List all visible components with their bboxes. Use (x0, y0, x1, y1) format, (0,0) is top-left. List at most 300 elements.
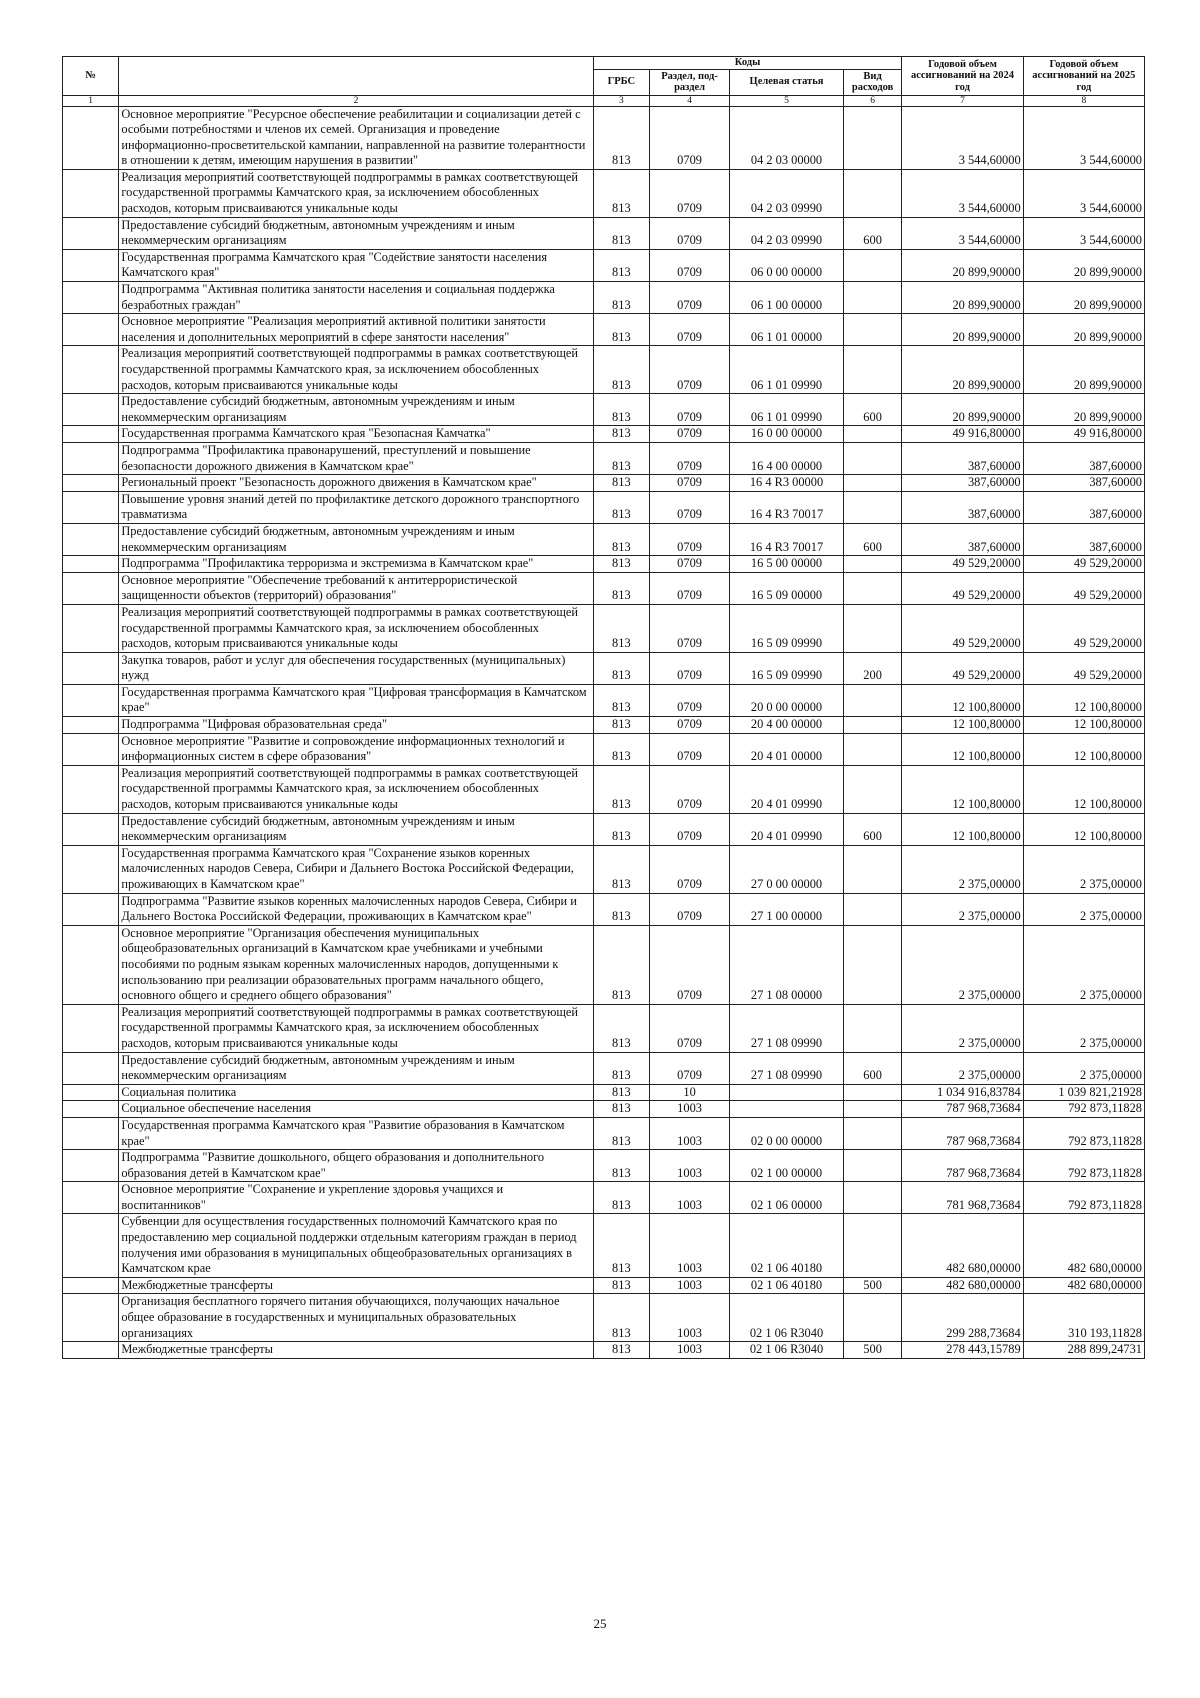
row-section: 10 (650, 1084, 730, 1101)
row-target: 16 4 R3 70017 (730, 491, 844, 523)
row-target: 27 1 08 09990 (730, 1004, 844, 1052)
row-kind (843, 572, 901, 604)
row-section: 1003 (650, 1117, 730, 1149)
row-section: 1003 (650, 1150, 730, 1182)
row-volume-2024: 2 375,00000 (902, 925, 1023, 1004)
col-number: 5 (730, 95, 844, 106)
table-row (63, 845, 1145, 893)
row-volume-2024: 49 529,20000 (902, 652, 1023, 684)
row-target: 20 0 00 00000 (730, 684, 844, 716)
table-row (63, 1101, 1145, 1118)
row-name: Предоставление субсидий бюджетным, автономным учреждениям и иным некоммерческим организациям (119, 523, 593, 555)
row-number-cell (63, 106, 119, 169)
row-number-cell (63, 1004, 119, 1052)
row-kind (843, 169, 901, 217)
row-target: 16 0 00 00000 (730, 426, 844, 443)
row-name: Предоставление субсидий бюджетным, автономным учреждениям и иным некоммерческим организациям (119, 394, 593, 426)
header-number-row (63, 95, 1145, 106)
table-row (63, 684, 1145, 716)
row-volume-2024: 482 680,00000 (902, 1277, 1023, 1294)
col-number: 2 (119, 95, 593, 106)
row-volume-2024: 387,60000 (902, 475, 1023, 492)
row-target: 02 1 06 R3040 (730, 1294, 844, 1342)
row-grbs: 813 (593, 1294, 649, 1342)
table-row (63, 314, 1145, 346)
table-row (63, 1294, 1145, 1342)
row-grbs: 813 (593, 1214, 649, 1277)
row-volume-2024: 49 529,20000 (902, 556, 1023, 573)
row-volume-2024: 387,60000 (902, 442, 1023, 474)
row-volume-2025: 792 873,11828 (1023, 1101, 1144, 1118)
row-number-cell (63, 765, 119, 813)
row-volume-2024: 781 968,73684 (902, 1182, 1023, 1214)
row-volume-2025: 49 529,20000 (1023, 556, 1144, 573)
row-volume-2025: 49 529,20000 (1023, 604, 1144, 652)
row-section: 0709 (650, 572, 730, 604)
table-row (63, 106, 1145, 169)
row-number-cell (63, 652, 119, 684)
row-target: 02 1 06 40180 (730, 1214, 844, 1277)
table-body (63, 106, 1145, 1358)
table-row (63, 1342, 1145, 1359)
row-grbs: 813 (593, 249, 649, 281)
row-kind (843, 893, 901, 925)
row-grbs: 813 (593, 652, 649, 684)
row-name: Подпрограмма "Активная политика занятости населения и социальная поддержка безработных граждан" (119, 282, 593, 314)
row-name: Закупка товаров, работ и услуг для обеспечения государственных (муниципальных) нужд (119, 652, 593, 684)
row-number-cell (63, 475, 119, 492)
table-row (63, 556, 1145, 573)
row-section: 0709 (650, 813, 730, 845)
row-section: 0709 (650, 475, 730, 492)
table-row (63, 893, 1145, 925)
row-name: Предоставление субсидий бюджетным, автономным учреждениям и иным некоммерческим организациям (119, 813, 593, 845)
page-number: 25 (593, 1616, 607, 1631)
row-grbs: 813 (593, 217, 649, 249)
row-grbs: 813 (593, 1277, 649, 1294)
table-row (63, 491, 1145, 523)
table-row (63, 1277, 1145, 1294)
table-header (63, 57, 1145, 107)
row-name: Реализация мероприятий соответствующей подпрограммы в рамках соответствующей государственной программы Камчатского края, за исключением обособленных расходов, которым присваиваются уникальные коды (119, 169, 593, 217)
row-section: 0709 (650, 717, 730, 734)
table-row (63, 925, 1145, 1004)
table-row (63, 813, 1145, 845)
row-number-cell (63, 1182, 119, 1214)
header-vol-2025: Годовой объем ассигнований на 2025 год (1023, 57, 1144, 96)
row-kind (843, 106, 901, 169)
row-kind (843, 1004, 901, 1052)
row-name: Социальное обеспечение населения (119, 1101, 593, 1118)
header-codes: Коды (593, 57, 902, 70)
row-volume-2025: 12 100,80000 (1023, 813, 1144, 845)
row-number-cell (63, 1342, 119, 1359)
row-volume-2025: 310 193,11828 (1023, 1294, 1144, 1342)
row-number-cell (63, 733, 119, 765)
row-volume-2024: 20 899,90000 (902, 249, 1023, 281)
row-section: 0709 (650, 556, 730, 573)
col-number: 7 (902, 95, 1023, 106)
row-volume-2024: 20 899,90000 (902, 394, 1023, 426)
row-name: Основное мероприятие "Развитие и сопровождение информационных технологий и информационных систем в сфере образования" (119, 733, 593, 765)
row-number-cell (63, 925, 119, 1004)
row-number-cell (63, 556, 119, 573)
row-grbs: 813 (593, 684, 649, 716)
row-grbs: 813 (593, 733, 649, 765)
row-name: Предоставление субсидий бюджетным, автономным учреждениям и иным некоммерческим организациям (119, 217, 593, 249)
row-name: Повышение уровня знаний детей по профилактике детского дорожного транспортного травматизма (119, 491, 593, 523)
row-volume-2025: 482 680,00000 (1023, 1214, 1144, 1277)
row-section: 0709 (650, 845, 730, 893)
row-kind (843, 491, 901, 523)
row-number-cell (63, 314, 119, 346)
row-volume-2024: 12 100,80000 (902, 717, 1023, 734)
row-section: 0709 (650, 217, 730, 249)
row-volume-2025: 2 375,00000 (1023, 1052, 1144, 1084)
row-volume-2025: 49 916,80000 (1023, 426, 1144, 443)
row-volume-2025: 20 899,90000 (1023, 346, 1144, 394)
row-number-cell (63, 394, 119, 426)
row-kind: 600 (843, 217, 901, 249)
row-kind (843, 684, 901, 716)
table-row (63, 604, 1145, 652)
table-row (63, 765, 1145, 813)
row-volume-2025: 792 873,11828 (1023, 1117, 1144, 1149)
header-section: Раздел, под-раздел (650, 69, 730, 95)
table-row (63, 1214, 1145, 1277)
table-row (63, 1084, 1145, 1101)
row-name: Реализация мероприятий соответствующей подпрограммы в рамках соответствующей государственной программы Камчатского края, за исключением обособленных расходов, которым присваиваются уникальные коды (119, 346, 593, 394)
row-volume-2024: 20 899,90000 (902, 314, 1023, 346)
row-target: 04 2 03 09990 (730, 217, 844, 249)
row-volume-2025: 1 039 821,21928 (1023, 1084, 1144, 1101)
row-volume-2024: 482 680,00000 (902, 1214, 1023, 1277)
row-kind (843, 765, 901, 813)
row-section: 0709 (650, 169, 730, 217)
row-number-cell (63, 1101, 119, 1118)
row-grbs: 813 (593, 604, 649, 652)
row-number-cell (63, 169, 119, 217)
row-section: 0709 (650, 442, 730, 474)
row-name: Основное мероприятие "Реализация мероприятий активной политики занятости населения и дополнительных мероприятий в сфере занятости населения" (119, 314, 593, 346)
row-number-cell (63, 604, 119, 652)
row-name: Подпрограмма "Развитие языков коренных малочисленных народов Севера, Сибири и Дальнего Востока Российской Федерации, проживающих в Камчатском крае" (119, 893, 593, 925)
row-target (730, 1101, 844, 1118)
row-volume-2024: 387,60000 (902, 523, 1023, 555)
row-name: Государственная программа Камчатского края "Цифровая трансформация в Камчатском крае" (119, 684, 593, 716)
row-volume-2025: 49 529,20000 (1023, 572, 1144, 604)
table-row (63, 282, 1145, 314)
row-volume-2024: 49 916,80000 (902, 426, 1023, 443)
row-number-cell (63, 717, 119, 734)
table-row (63, 1150, 1145, 1182)
row-target: 06 0 00 00000 (730, 249, 844, 281)
row-name: Подпрограмма "Развитие дошкольного, общего образования и дополнительного образования детей в Камчатском крае" (119, 1150, 593, 1182)
table-row (63, 1004, 1145, 1052)
row-section: 1003 (650, 1101, 730, 1118)
row-target: 02 1 06 40180 (730, 1277, 844, 1294)
row-volume-2025: 387,60000 (1023, 491, 1144, 523)
row-kind (843, 442, 901, 474)
table-row (63, 217, 1145, 249)
row-kind (843, 604, 901, 652)
row-volume-2024: 787 968,73684 (902, 1101, 1023, 1118)
row-volume-2025: 2 375,00000 (1023, 893, 1144, 925)
row-volume-2025: 12 100,80000 (1023, 717, 1144, 734)
row-grbs: 813 (593, 169, 649, 217)
row-grbs: 813 (593, 765, 649, 813)
row-grbs: 813 (593, 1150, 649, 1182)
row-name: Основное мероприятие "Сохранение и укрепление здоровья учащихся и воспитанников" (119, 1182, 593, 1214)
row-target: 16 5 09 00000 (730, 572, 844, 604)
header-kind: Вид расходов (843, 69, 901, 95)
row-number-cell (63, 426, 119, 443)
row-section: 0709 (650, 346, 730, 394)
row-grbs: 813 (593, 556, 649, 573)
row-volume-2025: 792 873,11828 (1023, 1182, 1144, 1214)
row-grbs: 813 (593, 394, 649, 426)
row-volume-2025: 12 100,80000 (1023, 765, 1144, 813)
row-name: Государственная программа Камчатского края "Сохранение языков коренных малочисленных народов Севера, Сибири и Дальнего Востока Российской Федерации, проживающих в Камчатском крае" (119, 845, 593, 893)
row-volume-2024: 2 375,00000 (902, 1004, 1023, 1052)
row-section: 0709 (650, 249, 730, 281)
row-grbs: 813 (593, 282, 649, 314)
table-row (63, 346, 1145, 394)
row-section: 0709 (650, 426, 730, 443)
row-kind: 600 (843, 394, 901, 426)
row-target: 20 4 01 09990 (730, 813, 844, 845)
row-volume-2024: 3 544,60000 (902, 169, 1023, 217)
row-section: 0709 (650, 684, 730, 716)
row-volume-2025: 12 100,80000 (1023, 684, 1144, 716)
row-volume-2024: 299 288,73684 (902, 1294, 1023, 1342)
table-row (63, 475, 1145, 492)
row-grbs: 813 (593, 1342, 649, 1359)
row-target: 16 4 R3 70017 (730, 523, 844, 555)
row-volume-2024: 1 034 916,83784 (902, 1084, 1023, 1101)
row-volume-2025: 2 375,00000 (1023, 925, 1144, 1004)
row-grbs: 813 (593, 717, 649, 734)
row-target: 27 1 00 00000 (730, 893, 844, 925)
row-kind (843, 733, 901, 765)
row-volume-2025: 3 544,60000 (1023, 106, 1144, 169)
header-vol-2024: Годовой объем ассигнований на 2024 год (902, 57, 1023, 96)
row-volume-2024: 20 899,90000 (902, 346, 1023, 394)
row-number-cell (63, 845, 119, 893)
row-volume-2025: 288 899,24731 (1023, 1342, 1144, 1359)
row-volume-2025: 2 375,00000 (1023, 1004, 1144, 1052)
row-section: 0709 (650, 733, 730, 765)
row-section: 0709 (650, 394, 730, 426)
row-number-cell (63, 572, 119, 604)
row-volume-2024: 2 375,00000 (902, 845, 1023, 893)
row-grbs: 813 (593, 1052, 649, 1084)
row-target: 06 1 01 09990 (730, 346, 844, 394)
row-kind (843, 1294, 901, 1342)
row-target: 20 4 00 00000 (730, 717, 844, 734)
row-kind (843, 1214, 901, 1277)
row-section: 0709 (650, 652, 730, 684)
table-row (63, 523, 1145, 555)
table-row (63, 442, 1145, 474)
row-grbs: 813 (593, 523, 649, 555)
row-name: Реализация мероприятий соответствующей подпрограммы в рамках соответствующей государственной программы Камчатского края, за исключением обособленных расходов, которым присваиваются уникальные коды (119, 765, 593, 813)
row-grbs: 813 (593, 813, 649, 845)
row-grbs: 813 (593, 475, 649, 492)
row-volume-2024: 787 968,73684 (902, 1117, 1023, 1149)
row-kind (843, 1150, 901, 1182)
row-volume-2024: 387,60000 (902, 491, 1023, 523)
row-volume-2025: 792 873,11828 (1023, 1150, 1144, 1182)
col-number: 6 (843, 95, 901, 106)
row-grbs: 813 (593, 314, 649, 346)
row-kind (843, 717, 901, 734)
row-kind (843, 1117, 901, 1149)
row-number-cell (63, 813, 119, 845)
row-volume-2025: 49 529,20000 (1023, 652, 1144, 684)
row-target: 16 4 00 00000 (730, 442, 844, 474)
row-target: 16 4 R3 00000 (730, 475, 844, 492)
row-target: 27 1 08 00000 (730, 925, 844, 1004)
row-volume-2025: 20 899,90000 (1023, 249, 1144, 281)
row-kind (843, 426, 901, 443)
row-target: 16 5 09 09990 (730, 652, 844, 684)
table-row (63, 394, 1145, 426)
table-row (63, 717, 1145, 734)
row-name: Реализация мероприятий соответствующей подпрограммы в рамках соответствующей государственной программы Камчатского края, за исключением обособленных расходов, которым присваиваются уникальные коды (119, 604, 593, 652)
row-name: Основное мероприятие "Обеспечение требований к антитеррористической защищенности объектов (территорий) образования" (119, 572, 593, 604)
row-volume-2024: 2 375,00000 (902, 1052, 1023, 1084)
row-number-cell (63, 442, 119, 474)
row-grbs: 813 (593, 442, 649, 474)
row-kind (843, 314, 901, 346)
row-grbs: 813 (593, 925, 649, 1004)
row-number-cell (63, 1150, 119, 1182)
row-name: Предоставление субсидий бюджетным, автономным учреждениям и иным некоммерческим организациям (119, 1052, 593, 1084)
row-volume-2025: 20 899,90000 (1023, 314, 1144, 346)
row-kind: 600 (843, 523, 901, 555)
row-volume-2025: 387,60000 (1023, 442, 1144, 474)
row-number-cell (63, 491, 119, 523)
row-name: Межбюджетные трансферты (119, 1342, 593, 1359)
row-section: 0709 (650, 925, 730, 1004)
row-section: 1003 (650, 1214, 730, 1277)
row-name: Государственная программа Камчатского края "Безопасная Камчатка" (119, 426, 593, 443)
row-kind (843, 249, 901, 281)
header-name (119, 57, 593, 96)
row-name: Подпрограмма "Профилактика правонарушений, преступлений и повышение безопасности дорожного движения в Камчатском крае" (119, 442, 593, 474)
row-target: 04 2 03 00000 (730, 106, 844, 169)
row-number-cell (63, 282, 119, 314)
row-section: 1003 (650, 1294, 730, 1342)
row-volume-2025: 20 899,90000 (1023, 282, 1144, 314)
row-name: Государственная программа Камчатского края "Развитие образования в Камчатском крае" (119, 1117, 593, 1149)
budget-table (62, 56, 1145, 1359)
table-row (63, 652, 1145, 684)
row-volume-2024: 3 544,60000 (902, 217, 1023, 249)
row-name: Основное мероприятие "Организация обеспечения муниципальных общеобразовательных организаций в Камчатском крае учебниками и учебными пособиями по родным языкам коренных малочисленных народов, допущенными к использованию при реализации образовательных программ начального общего, основного общего и среднего общего образования" (119, 925, 593, 1004)
row-kind (843, 346, 901, 394)
row-number-cell (63, 1117, 119, 1149)
row-target: 02 1 06 R3040 (730, 1342, 844, 1359)
row-name: Региональный проект "Безопасность дорожного движения в Камчатском крае" (119, 475, 593, 492)
table-row (63, 1052, 1145, 1084)
row-section: 0709 (650, 893, 730, 925)
row-number-cell (63, 1294, 119, 1342)
row-target: 20 4 01 00000 (730, 733, 844, 765)
row-target: 20 4 01 09990 (730, 765, 844, 813)
row-number-cell (63, 1214, 119, 1277)
row-volume-2025: 3 544,60000 (1023, 217, 1144, 249)
row-name: Организация бесплатного горячего питания обучающихся, получающих начальное общее образование в государственных и муниципальных образовательных организациях (119, 1294, 593, 1342)
row-name: Межбюджетные трансферты (119, 1277, 593, 1294)
row-volume-2025: 20 899,90000 (1023, 394, 1144, 426)
row-volume-2025: 387,60000 (1023, 523, 1144, 555)
row-kind (843, 282, 901, 314)
col-number: 3 (593, 95, 649, 106)
row-kind (843, 925, 901, 1004)
row-section: 1003 (650, 1342, 730, 1359)
row-kind (843, 1084, 901, 1101)
table-row (63, 249, 1145, 281)
table-row (63, 426, 1145, 443)
header-grbs: ГРБС (593, 69, 649, 95)
header-no: № (63, 57, 119, 96)
row-name: Государственная программа Камчатского края "Содействие занятости населения Камчатского края" (119, 249, 593, 281)
row-volume-2024: 278 443,15789 (902, 1342, 1023, 1359)
row-number-cell (63, 1052, 119, 1084)
row-grbs: 813 (593, 106, 649, 169)
row-volume-2024: 3 544,60000 (902, 106, 1023, 169)
row-volume-2024: 49 529,20000 (902, 572, 1023, 604)
row-name: Подпрограмма "Цифровая образовательная среда" (119, 717, 593, 734)
row-volume-2025: 482 680,00000 (1023, 1277, 1144, 1294)
row-volume-2025: 2 375,00000 (1023, 845, 1144, 893)
row-name: Субвенции для осуществления государственных полномочий Камчатского края по предоставлению мер социальной поддержки отдельным категориям граждан в период получения ими образования в муниципальных общеобразовательных организациях в Камчатском крае (119, 1214, 593, 1277)
row-grbs: 813 (593, 1101, 649, 1118)
row-target: 16 5 00 00000 (730, 556, 844, 573)
row-target: 27 1 08 09990 (730, 1052, 844, 1084)
row-volume-2024: 787 968,73684 (902, 1150, 1023, 1182)
row-kind (843, 1101, 901, 1118)
row-section: 1003 (650, 1277, 730, 1294)
row-number-cell (63, 346, 119, 394)
row-kind: 200 (843, 652, 901, 684)
row-volume-2024: 12 100,80000 (902, 765, 1023, 813)
row-grbs: 813 (593, 845, 649, 893)
col-number: 8 (1023, 95, 1144, 106)
row-kind: 500 (843, 1277, 901, 1294)
row-name: Подпрограмма "Профилактика терроризма и экстремизма в Камчатском крае" (119, 556, 593, 573)
row-target: 04 2 03 09990 (730, 169, 844, 217)
header-target: Целевая статья (730, 69, 844, 95)
row-kind (843, 1182, 901, 1214)
table-row (63, 733, 1145, 765)
row-section: 0709 (650, 282, 730, 314)
row-number-cell (63, 217, 119, 249)
row-section: 0709 (650, 523, 730, 555)
row-grbs: 813 (593, 1084, 649, 1101)
table-row (63, 572, 1145, 604)
row-kind (843, 556, 901, 573)
row-volume-2025: 12 100,80000 (1023, 733, 1144, 765)
row-grbs: 813 (593, 1004, 649, 1052)
row-grbs: 813 (593, 1182, 649, 1214)
row-section: 0709 (650, 1052, 730, 1084)
row-grbs: 813 (593, 346, 649, 394)
row-grbs: 813 (593, 426, 649, 443)
row-volume-2024: 49 529,20000 (902, 604, 1023, 652)
